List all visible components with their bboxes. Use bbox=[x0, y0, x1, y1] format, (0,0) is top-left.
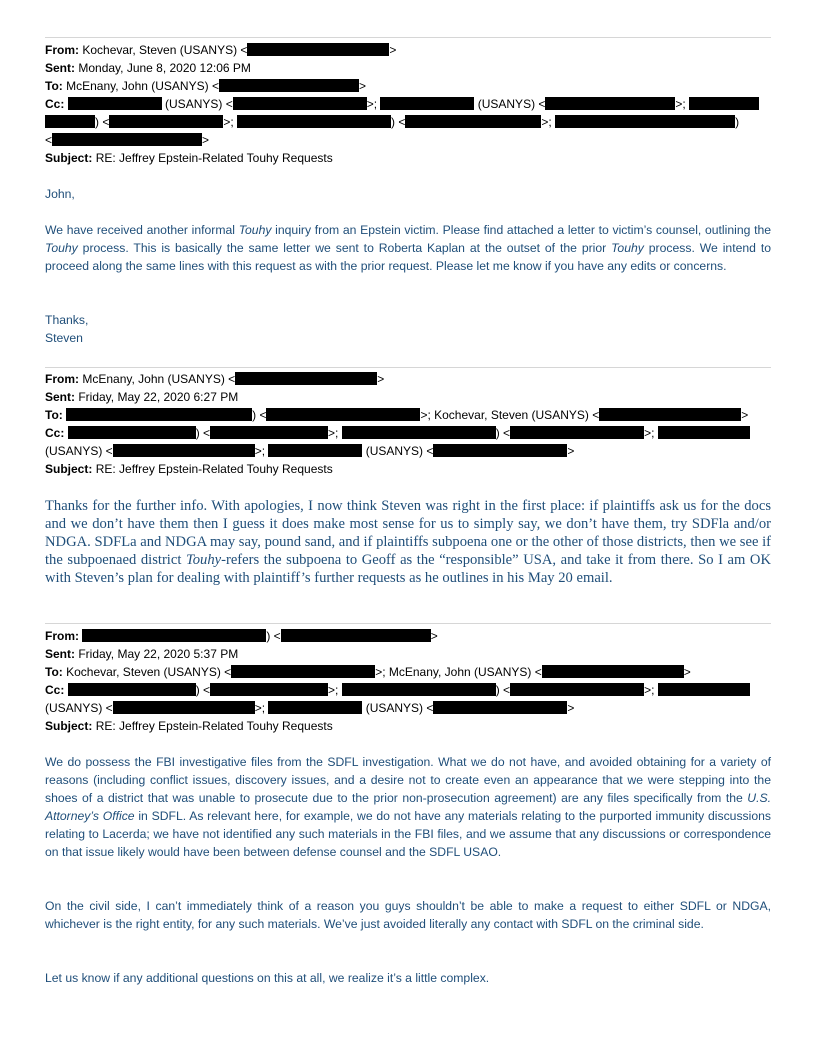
from-name: McEnany, John (USANYS) < bbox=[82, 372, 236, 386]
redaction bbox=[233, 97, 367, 110]
redaction bbox=[266, 408, 420, 421]
subject-label: Subject: bbox=[45, 719, 93, 733]
email1-sent-line bbox=[45, 59, 771, 77]
redaction bbox=[689, 97, 759, 110]
redaction bbox=[510, 683, 644, 696]
sent-date: Friday, May 22, 2020 6:27 PM bbox=[78, 390, 239, 404]
redaction bbox=[210, 426, 328, 439]
from-label: From: bbox=[45, 629, 79, 643]
email3-subject-line bbox=[45, 717, 771, 735]
email3-paragraph-3: Let us know if any additional questions on this at all, we realize it’s a little complex. bbox=[45, 971, 490, 985]
email2-sent-line bbox=[45, 388, 771, 406]
email3-paragraph-2: On the civil side, I can’t immediately think of a reason you guys shouldn’t be able to make a request to either SDFL or NDGA, whichever is the right entity, for any such materials. We’ve just avoided literally any contact with SDFL on the criminal side. bbox=[45, 899, 771, 931]
email1-subject-line bbox=[45, 149, 771, 167]
email3-cc-line-2: (USANYS) < >; (USANYS) < > bbox=[45, 701, 575, 715]
redaction bbox=[235, 372, 377, 385]
redaction bbox=[542, 665, 684, 678]
sent-date: Friday, May 22, 2020 5:37 PM bbox=[78, 647, 239, 661]
sent-label: Sent: bbox=[45, 61, 75, 75]
redaction bbox=[68, 97, 162, 110]
email3-to-line: To: Kochevar, Steven (USANYS) < >; McEnany, John (USANYS) < > bbox=[45, 665, 691, 679]
redaction bbox=[555, 115, 735, 128]
redaction bbox=[113, 701, 255, 714]
email3-sent-line bbox=[45, 645, 771, 663]
redaction bbox=[380, 97, 474, 110]
redaction bbox=[545, 97, 675, 110]
email1-cc-line: Cc: (USANYS) < >; (USANYS) < >; bbox=[45, 95, 771, 113]
redaction bbox=[68, 683, 196, 696]
cc-label: Cc: bbox=[45, 97, 65, 111]
email1-to-line: To: McEnany, John (USANYS) < > bbox=[45, 79, 366, 93]
redaction bbox=[433, 701, 567, 714]
redaction bbox=[342, 426, 496, 439]
redaction bbox=[210, 683, 328, 696]
redaction bbox=[68, 426, 196, 439]
redaction bbox=[45, 115, 95, 128]
redaction bbox=[658, 683, 750, 696]
subject-text: RE: Jeffrey Epstein-Related Touhy Requests bbox=[95, 719, 333, 733]
redaction bbox=[52, 133, 202, 146]
subject-label: Subject: bbox=[45, 462, 93, 476]
redaction bbox=[268, 444, 362, 457]
email1-signature: Steven bbox=[45, 331, 83, 345]
separator-rule-3 bbox=[45, 623, 771, 624]
redaction bbox=[231, 665, 375, 678]
redaction bbox=[405, 115, 541, 128]
to-label: To: bbox=[45, 408, 63, 422]
sent-date: Monday, June 8, 2020 12:06 PM bbox=[78, 61, 251, 75]
redaction bbox=[82, 629, 266, 642]
sent-label: Sent: bbox=[45, 647, 75, 661]
to-name: Kochevar, Steven (USANYS) < bbox=[66, 665, 232, 679]
sent-label: Sent: bbox=[45, 390, 75, 404]
redaction bbox=[219, 79, 359, 92]
redaction bbox=[268, 701, 362, 714]
subject-text: RE: Jeffrey Epstein-Related Touhy Requests bbox=[95, 151, 333, 165]
email2-body: Thanks for the further info. With apologies, I now think Steven was right in the first place: if plaintiffs ask us for the docs and we don’t have them then I guess it does make most sense for us to simply say, we don’t have them, try SDFla and/or NDGA. SDFLa and NDGA may say, pound sand, and if plaintiffs subpoena one or the other of those districts, then we see if the subpoenaed district Touhy-refers the subpoena to Geoff as the “responsible” USA, and take it from there. So I am OK with Steven’s plan for dealing with plaintiff’s further requests as he outlines in his May 20 email. bbox=[45, 498, 771, 586]
email3-cc-line: Cc: ) < >; ) < >; bbox=[45, 681, 771, 699]
cc-label: Cc: bbox=[45, 426, 65, 440]
redaction bbox=[433, 444, 567, 457]
redaction bbox=[113, 444, 255, 457]
email1-greeting: John, bbox=[45, 187, 75, 201]
redaction bbox=[342, 683, 496, 696]
email3-from-line: From: ) < > bbox=[45, 629, 438, 643]
redaction bbox=[109, 115, 223, 128]
separator-rule-2 bbox=[45, 367, 771, 368]
email1-body: We have received another informal Touhy inquiry from an Epstein victim. Please find attached a letter to victim’s counsel, outlining the Touhy process. This is basically the same letter we sent to Roberta Kaplan at the outset of the prior Touhy process. We intend to proceed along the same lines with this request as with the prior request. Please let me know if you have any edits or concerns. bbox=[45, 223, 772, 273]
redaction bbox=[247, 43, 389, 56]
redaction bbox=[658, 426, 750, 439]
email1-cc-line-3: < > bbox=[45, 133, 210, 147]
cc-label: Cc: bbox=[45, 683, 65, 697]
email1-cc-line-2: ) < >; ) < >; ) bbox=[45, 113, 771, 131]
redaction bbox=[237, 115, 391, 128]
email2-subject-line bbox=[45, 460, 771, 478]
email1-signoff: Thanks, bbox=[45, 313, 89, 327]
to-label: To: bbox=[45, 665, 63, 679]
subject-text: RE: Jeffrey Epstein-Related Touhy Requests bbox=[95, 462, 333, 476]
from-name: Kochevar, Steven (USANYS) < bbox=[82, 43, 248, 57]
redaction bbox=[510, 426, 644, 439]
email2-cc-line: Cc: ) < >; ) < >; bbox=[45, 424, 771, 442]
to-name: McEnany, John (USANYS) < bbox=[66, 79, 219, 93]
redaction bbox=[599, 408, 741, 421]
separator-rule-1 bbox=[45, 37, 771, 38]
from-label: From: bbox=[45, 372, 79, 386]
email2-from-line: From: McEnany, John (USANYS) < > bbox=[45, 372, 385, 386]
email1-from-line: From: Kochevar, Steven (USANYS) < > bbox=[45, 43, 397, 57]
email2-to-line: To: ) < >; Kochevar, Steven (USANYS) < > bbox=[45, 408, 749, 422]
to-label: To: bbox=[45, 79, 63, 93]
redaction bbox=[281, 629, 431, 642]
redaction bbox=[66, 408, 252, 421]
subject-label: Subject: bbox=[45, 151, 93, 165]
email3-paragraph-1: We do possess the FBI investigative files from the SDFL investigation. What we do not have, and avoided obtaining for a variety of reasons (including conflict issues, discovery issues, and a desire not to create even an appearance that we were stepping into the shoes of a district that was unable to prosecute due to the prior non-prosecution agreement) are any files specifically from the U.S. Attorney’s Office in SDFL. As relevant here, for example, we do not have any materials relating to the purported immunity discussions relating to Lacerda; we have not identified any such materials in the FBI files, and we assume that any discussions or correspondence on that issue likely would have been between defense counsel and the SDFL USAO. bbox=[45, 755, 771, 859]
from-label: From: bbox=[45, 43, 79, 57]
email2-cc-line-2: (USANYS) < >; (USANYS) < > bbox=[45, 444, 575, 458]
